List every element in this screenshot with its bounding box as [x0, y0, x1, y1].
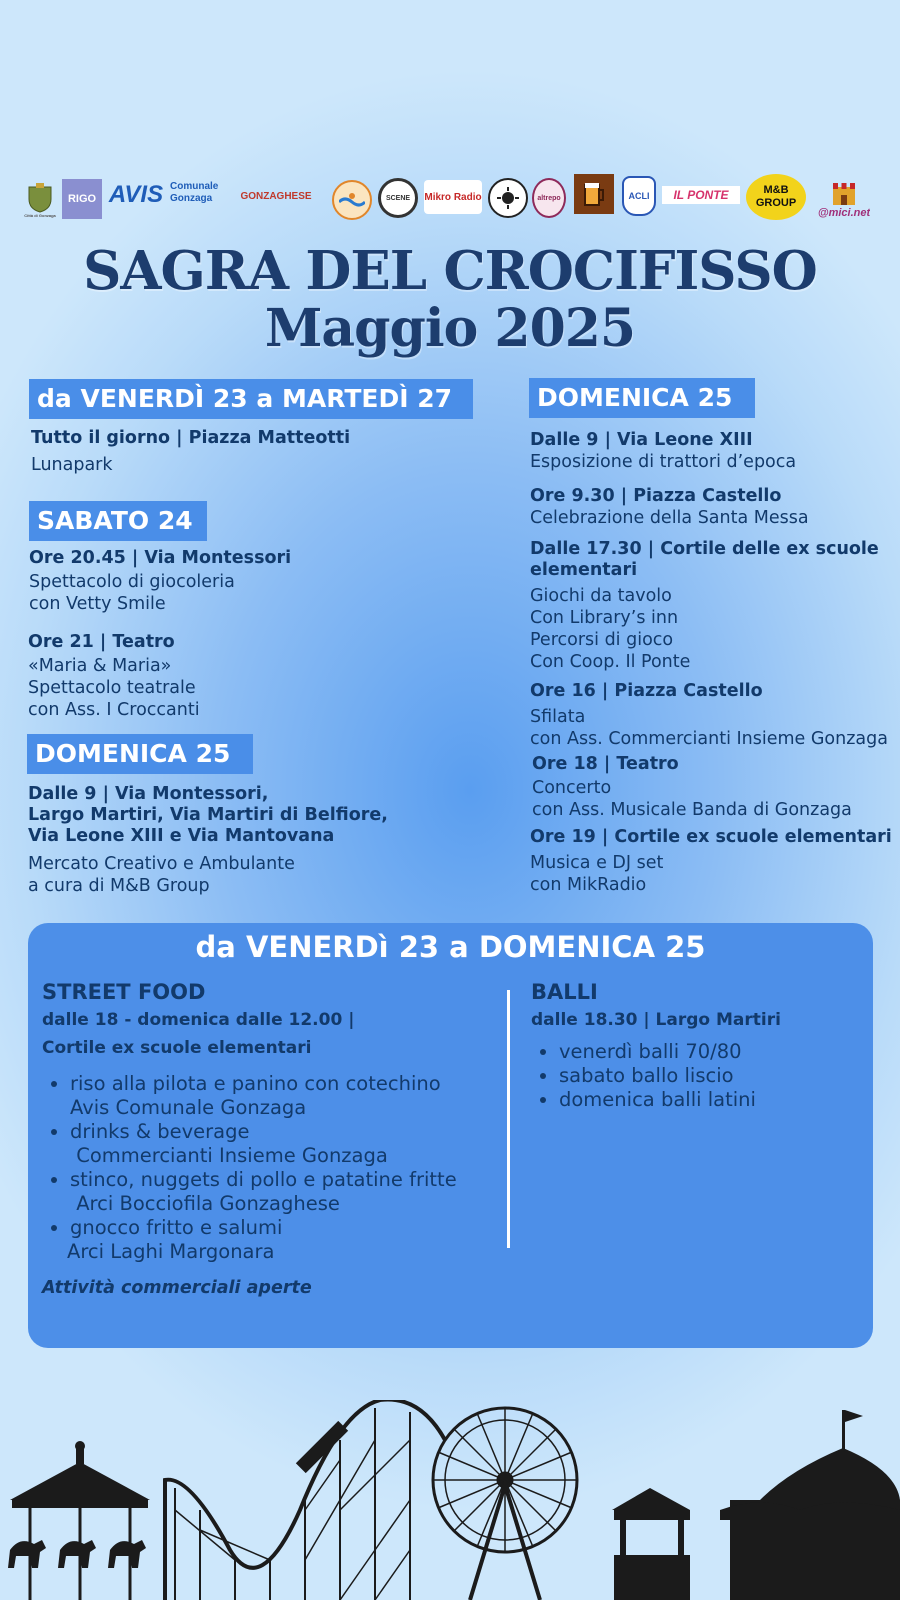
logo-comunale-gonzaga: Comunale Gonzaga [170, 181, 219, 204]
logo-birra [574, 174, 614, 214]
logo-citta-gonzaga: Città di Gonzaga [22, 178, 58, 222]
header-sabato: SABATO 24 [29, 501, 207, 541]
event-title: Ore 19 | Cortile ex scuole elementari [530, 827, 892, 847]
panel-footer-note: Attività commerciali aperte [42, 1278, 312, 1298]
list-item: • sabato ballo liscio [559, 1064, 861, 1088]
event-title: Dalle 9 | Via Leone XIII [530, 430, 753, 450]
event-desc: Lunapark [31, 455, 113, 475]
ferris-wheel-icon [433, 1408, 577, 1600]
logo-il-ponte: IL PONTE [662, 186, 740, 204]
list-item: • gnocco fritto e salumi Arci Laghi Margonara [70, 1216, 492, 1264]
list-item: • stinco, nuggets di pollo e patatine fritte Arci Bocciofila Gonzaghese [70, 1168, 492, 1216]
event-desc: Musica e DJ set [530, 853, 664, 873]
page-title: SAGRA DEL CROCIFISSO [83, 240, 817, 302]
logo-mb-group: M&B GROUP [746, 174, 806, 220]
list-item: • domenica balli latini [559, 1088, 861, 1112]
event-title: Largo Martiri, Via Martiri di Belfiore, [28, 805, 388, 825]
logo-avis: AVIS [108, 181, 164, 208]
logo-scene: SCENE [378, 178, 418, 218]
right-event-giochi [530, 539, 900, 673]
event-desc: Con Coop. Il Ponte [530, 652, 691, 672]
sponsor-logos [18, 170, 886, 232]
sun-icon [497, 187, 519, 209]
logo-amici-net: @mici.net [818, 170, 870, 226]
logo-rigo: RIGO [62, 179, 102, 219]
event-desc: con MikRadio [530, 875, 647, 895]
event-desc: Spettacolo teatrale [28, 678, 196, 698]
header-domenica-left: DOMENICA 25 [27, 734, 253, 774]
logo-mikro-radio: Mikro Radio [424, 180, 482, 214]
castle-icon [829, 177, 859, 207]
left-event-teatro [28, 632, 458, 721]
event-desc: Esposizione di trattori d’epoca [530, 452, 797, 472]
carousel-icon [8, 1441, 150, 1600]
page-subtitle: Maggio 2025 [264, 298, 636, 359]
event-title: Ore 16 | Piazza Castello [530, 681, 763, 701]
list-item: • drinks & beverage Commercianti Insieme Gonzaga [70, 1120, 492, 1168]
event-desc: Sfilata [530, 707, 586, 727]
dance-section [531, 980, 861, 1112]
event-desc: con Ass. I Croccanti [28, 700, 200, 720]
event-title: Dalle 17.30 | Cortile delle ex scuole [530, 539, 879, 559]
event-desc: Concerto [532, 778, 612, 798]
event-desc: Percorsi di gioco [530, 630, 674, 650]
right-event-trattori [530, 430, 900, 473]
header-domenica-right: DOMENICA 25 [529, 378, 755, 418]
event-title: Dalle 9 | Via Montessori, [28, 784, 269, 804]
event-title: Ore 9.30 | Piazza Castello [530, 486, 782, 506]
beer-mug-icon [583, 181, 605, 207]
event-desc: Spettacolo di giocoleria [29, 572, 235, 592]
fairground-silhouette [0, 1400, 900, 1600]
event-desc: Con Library’s inn [530, 608, 679, 628]
roller-coaster-icon [165, 1400, 445, 1600]
logo-acli: ACLI [622, 176, 656, 216]
event-desc: con Ass. Musicale Banda di Gonzaga [532, 800, 852, 820]
dance-title: BALLI [531, 980, 598, 1004]
panel-divider [507, 990, 510, 1248]
carousel-right-icon [720, 1410, 900, 1600]
event-desc: Celebrazione della Santa Messa [530, 508, 809, 528]
logo-arci-laghi [332, 180, 372, 220]
list-item: • venerdì balli 70/80 [559, 1040, 861, 1064]
right-event-sfilata [530, 681, 900, 750]
left-event-lunapark [31, 428, 461, 476]
waves-icon [339, 192, 365, 208]
dance-time-place: dalle 18.30 | Largo Martiri [531, 1010, 781, 1030]
event-title: Tutto il giorno | Piazza Matteotti [31, 428, 351, 448]
right-event-dj [530, 827, 900, 896]
event-title: Via Leone XIII e Via Mantovana [28, 826, 335, 846]
ticket-booth-icon [612, 1488, 690, 1600]
street-food-time: dalle 18 - domenica dalle 12.00 | [42, 1010, 355, 1030]
event-title: Ore 20.45 | Via Montessori [29, 548, 292, 568]
event-desc: Giochi da tavolo [530, 586, 672, 606]
logo-associazione-musicale [488, 178, 528, 218]
event-desc: con Vetty Smile [29, 594, 166, 614]
event-desc: Mercato Creativo e Ambulante [28, 854, 295, 874]
list-item: • riso alla pilota e panino con cotechino Avis Comunale Gonzaga [70, 1072, 492, 1120]
event-desc: «Maria & Maria» [28, 656, 172, 676]
event-title: elementari [530, 560, 638, 580]
dance-list [531, 1040, 861, 1112]
street-food-title: STREET FOOD [42, 980, 206, 1004]
event-desc: con Ass. Commercianti Insieme Gonzaga [530, 729, 888, 749]
street-food-section [42, 980, 492, 1264]
street-food-list [42, 1072, 492, 1264]
header-venerdi-martedi: da VENERDÌ 23 a MARTEDÌ 27 [29, 379, 473, 419]
event-desc: a cura di M&B Group [28, 876, 210, 896]
logo-arci-bocciofila: GONZAGHESE [240, 190, 312, 202]
left-event-giocoleria [29, 548, 459, 615]
crest-icon [27, 183, 53, 213]
event-title: Ore 21 | Teatro [28, 632, 175, 652]
right-event-concerto [532, 754, 900, 821]
left-event-mercato [28, 784, 468, 897]
event-title: Ore 18 | Teatro [532, 754, 679, 774]
panel-title: da VENERDì 23 a DOMENICA 25 [195, 930, 706, 964]
logo-altrepo: altrepo [532, 178, 566, 218]
right-event-messa [530, 486, 900, 529]
street-food-place: Cortile ex scuole elementari [42, 1038, 312, 1058]
